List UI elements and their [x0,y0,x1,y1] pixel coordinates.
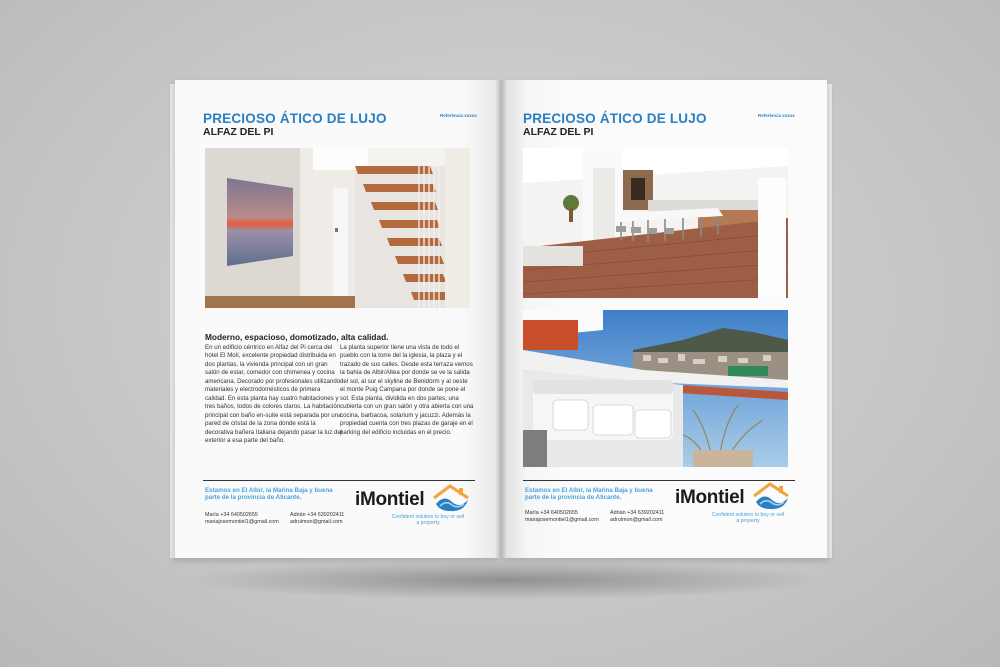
body-column-2: La planta superior tiene una vista de todo el pueblo con la torre del la iglesia, la plaza y el trazado de sus calles. Desde esta terraza vemos la bahía de Albir/Altea por donde se ve la salida del sol, al sur el skyline de Benidorm y al oeste el monte Puig Campana por donde se pone el sol. Esta planta, dividida en dos partes, una cubierta con un gran salón y otra abierta con una cocina, barbacoa, solarium y jacuzzi. Además la propiedad cuenta con tres plazas de garaje en el parking del edificio incluidas en el precio. [340,344,474,436]
contact-adrian-email[interactable]: adruimon@gmail.com [290,518,343,525]
contact-maria-email[interactable]: mariajosemontiel1@gmail.com [525,516,599,523]
footer-divider [203,480,475,481]
contact-adrian-email[interactable]: adruimon@gmail.com [610,516,663,523]
brand-slogan: Confident solution to buy or sell a property [711,512,785,524]
contact-maria-email[interactable]: mariajosemontiel1@gmail.com [205,518,279,525]
contact-adrian [610,510,664,523]
page-subtitle: ALFAZ DEL PI [523,126,594,138]
contact-adrian-phone: Adrián +34 639202411 [610,510,665,516]
reference-label: Referència xxxxx [758,113,795,118]
contact-maria [205,512,279,525]
body-column-1: En un edificio céntrico en Alfaz del Pi cerca del hotel El Molí, excelente propiedad distribuida en dos plantas, la vivienda principal con un gran salón de estar, comedor con chimenea y cocina americana. Decorado por profesionales utilizando materiales y electrodomésticos de primera calidad. En esta planta hay cuatro habitaciones y tres baños, todos de colores claros. La habitación principal con baño en-suite está separada por una pared de cristal de la zona donde está la decorativa bañera Italiana dejando pasar la luz del exterior a esa parte del baño. [205,344,343,444]
footer-tagline: Estamos en El Albir, la Marina Baja y buena parte de la provincia de Alicante. [205,487,333,502]
page-subtitle: ALFAZ DEL PI [203,126,274,138]
spine-gutter [495,80,507,558]
left-page [175,80,501,558]
brand-name: iMontiel [355,489,425,510]
interior-staircase-photo [205,148,470,308]
terrace-dining-photo [523,148,788,298]
lead-sentence: Moderno, espacioso, domotizado, alta calidad. [205,332,389,342]
page-title: PRECIOSO ÁTICO DE LUJO [523,111,707,126]
brand-name: iMontiel [675,487,745,508]
brochure-shadow [180,560,830,600]
reference-label: Referència xxxxx [440,113,477,118]
contact-adrian [290,512,344,525]
contact-maria-phone: María +34 640502655 [205,512,258,518]
footer-tagline: Estamos en El Albir, la Marina Baja y buena parte de la provincia de Alicante. [525,487,653,502]
contact-maria-phone: María +34 640502655 [525,510,578,516]
brand-slogan: Confident solution to buy or sell a property [391,514,465,526]
page-title: PRECIOSO ÁTICO DE LUJO [203,111,387,126]
terrace-sofa-view-photo [523,310,788,467]
contact-adrian-phone: Adrián +34 639202411 [290,512,345,518]
right-page [501,80,827,558]
contact-maria [525,510,599,523]
